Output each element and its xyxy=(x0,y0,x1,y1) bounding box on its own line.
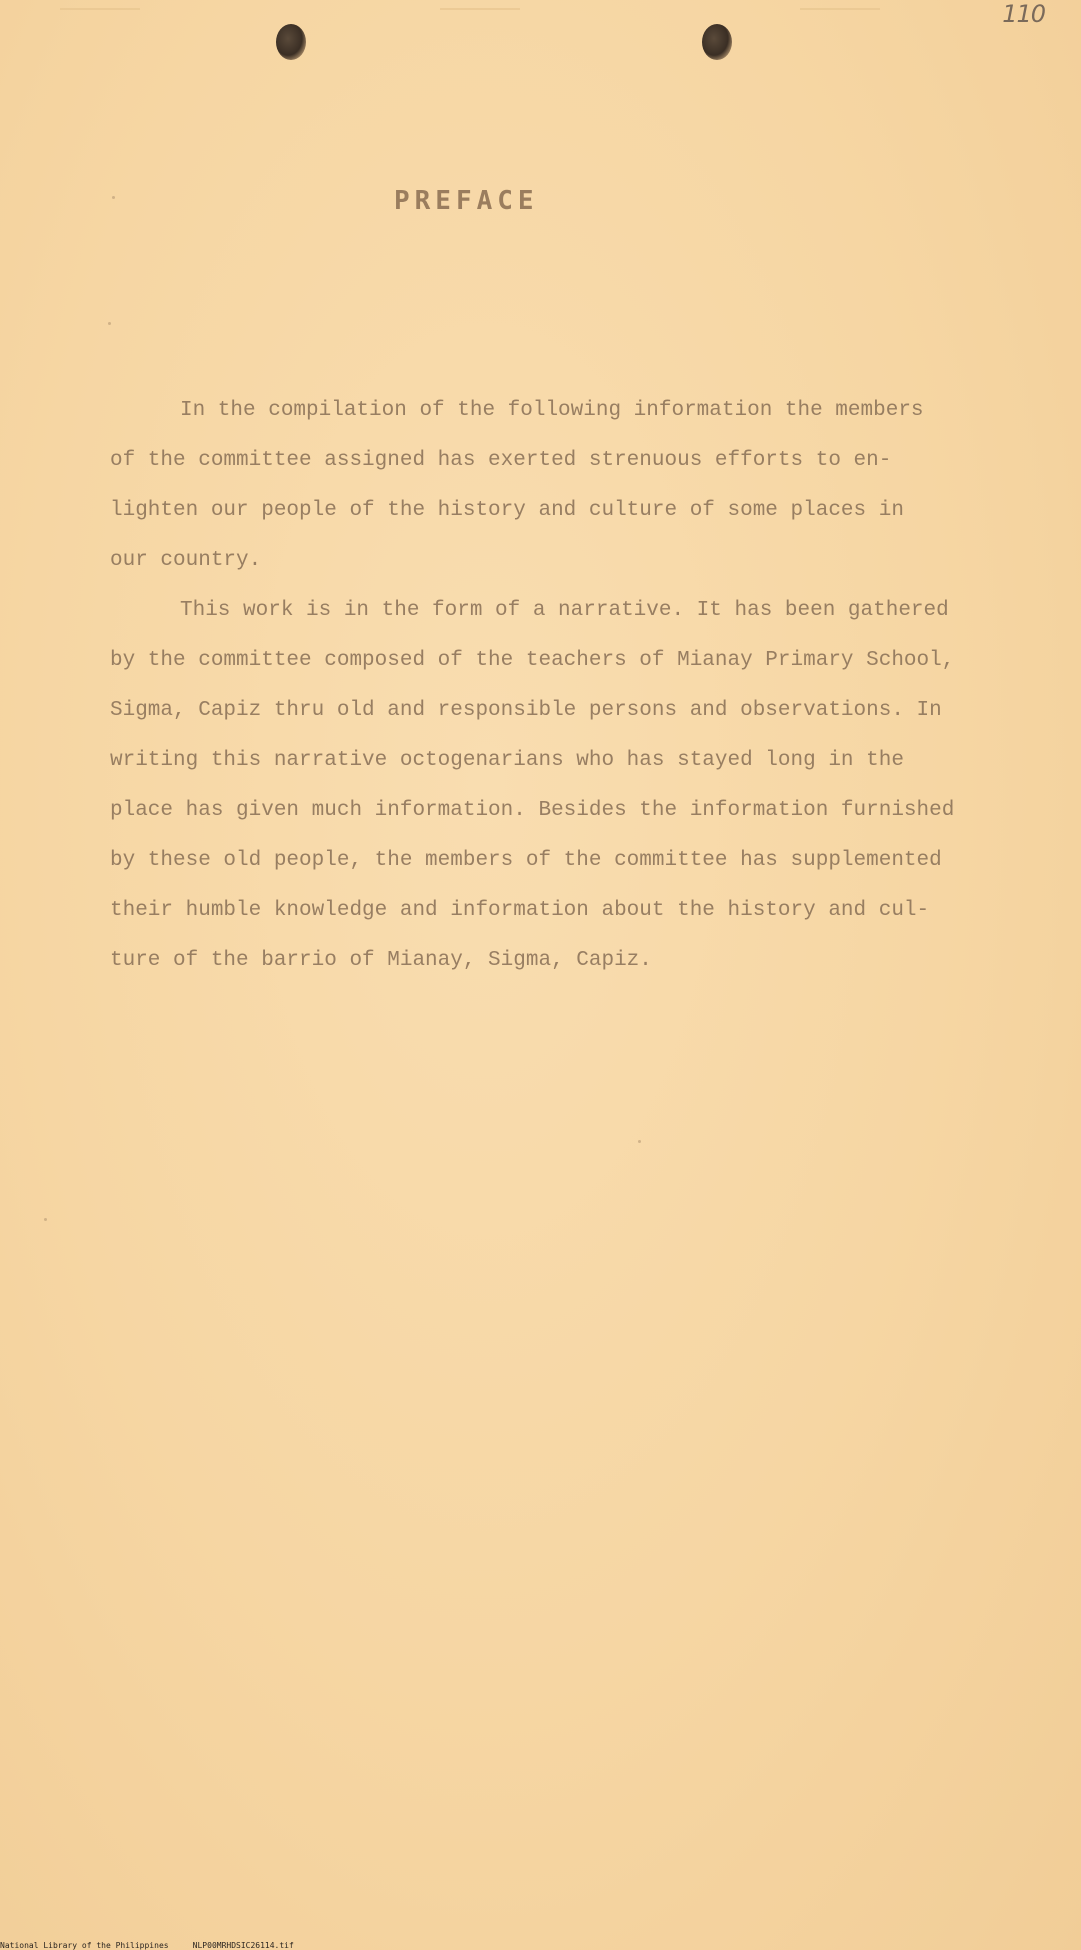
text-line: their humble knowledge and information about the history and cul- xyxy=(110,899,930,922)
paper-speck xyxy=(638,1140,641,1143)
page-title: PREFACE xyxy=(394,186,539,216)
text-line: of the committee assigned has exerted strenuous efforts to en- xyxy=(110,449,892,472)
preface-body xyxy=(110,386,990,986)
paper-fold-mark xyxy=(800,8,880,10)
text-line: our country. xyxy=(110,549,262,572)
paper-speck xyxy=(112,196,115,199)
scan-footer xyxy=(0,1941,294,1950)
text-line: lighten our people of the history and culture of some places in xyxy=(110,499,904,522)
paper-fold-mark xyxy=(440,8,520,10)
punch-hole-left xyxy=(276,24,306,60)
paper-speck xyxy=(108,322,111,325)
footer-source: National Library of the Philippines xyxy=(0,1941,169,1950)
page-number: 110 xyxy=(1002,0,1045,28)
text-line: In the compilation of the following information the members xyxy=(180,399,924,422)
paper-speck xyxy=(44,1218,47,1221)
footer-file-id: NLP00MRHDSIC26114.tif xyxy=(192,1941,294,1950)
punch-hole-right xyxy=(702,24,732,60)
paragraph-1 xyxy=(110,386,990,586)
paper-fold-mark xyxy=(60,8,140,10)
text-line: writing this narrative octogenarians who has stayed long in the xyxy=(110,749,904,772)
paragraph-2 xyxy=(110,586,990,986)
text-line: This work is in the form of a narrative. It has been gathered xyxy=(180,599,949,622)
text-line: place has given much information. Besides the information furnished xyxy=(110,799,955,822)
text-line: by these old people, the members of the committee has supplemented xyxy=(110,849,942,872)
text-line: by the committee composed of the teachers of Mianay Primary School, xyxy=(110,649,955,672)
text-line: ture of the barrio of Mianay, Sigma, Capiz. xyxy=(110,949,652,972)
text-line: Sigma, Capiz thru old and responsible persons and observations. In xyxy=(110,699,942,722)
